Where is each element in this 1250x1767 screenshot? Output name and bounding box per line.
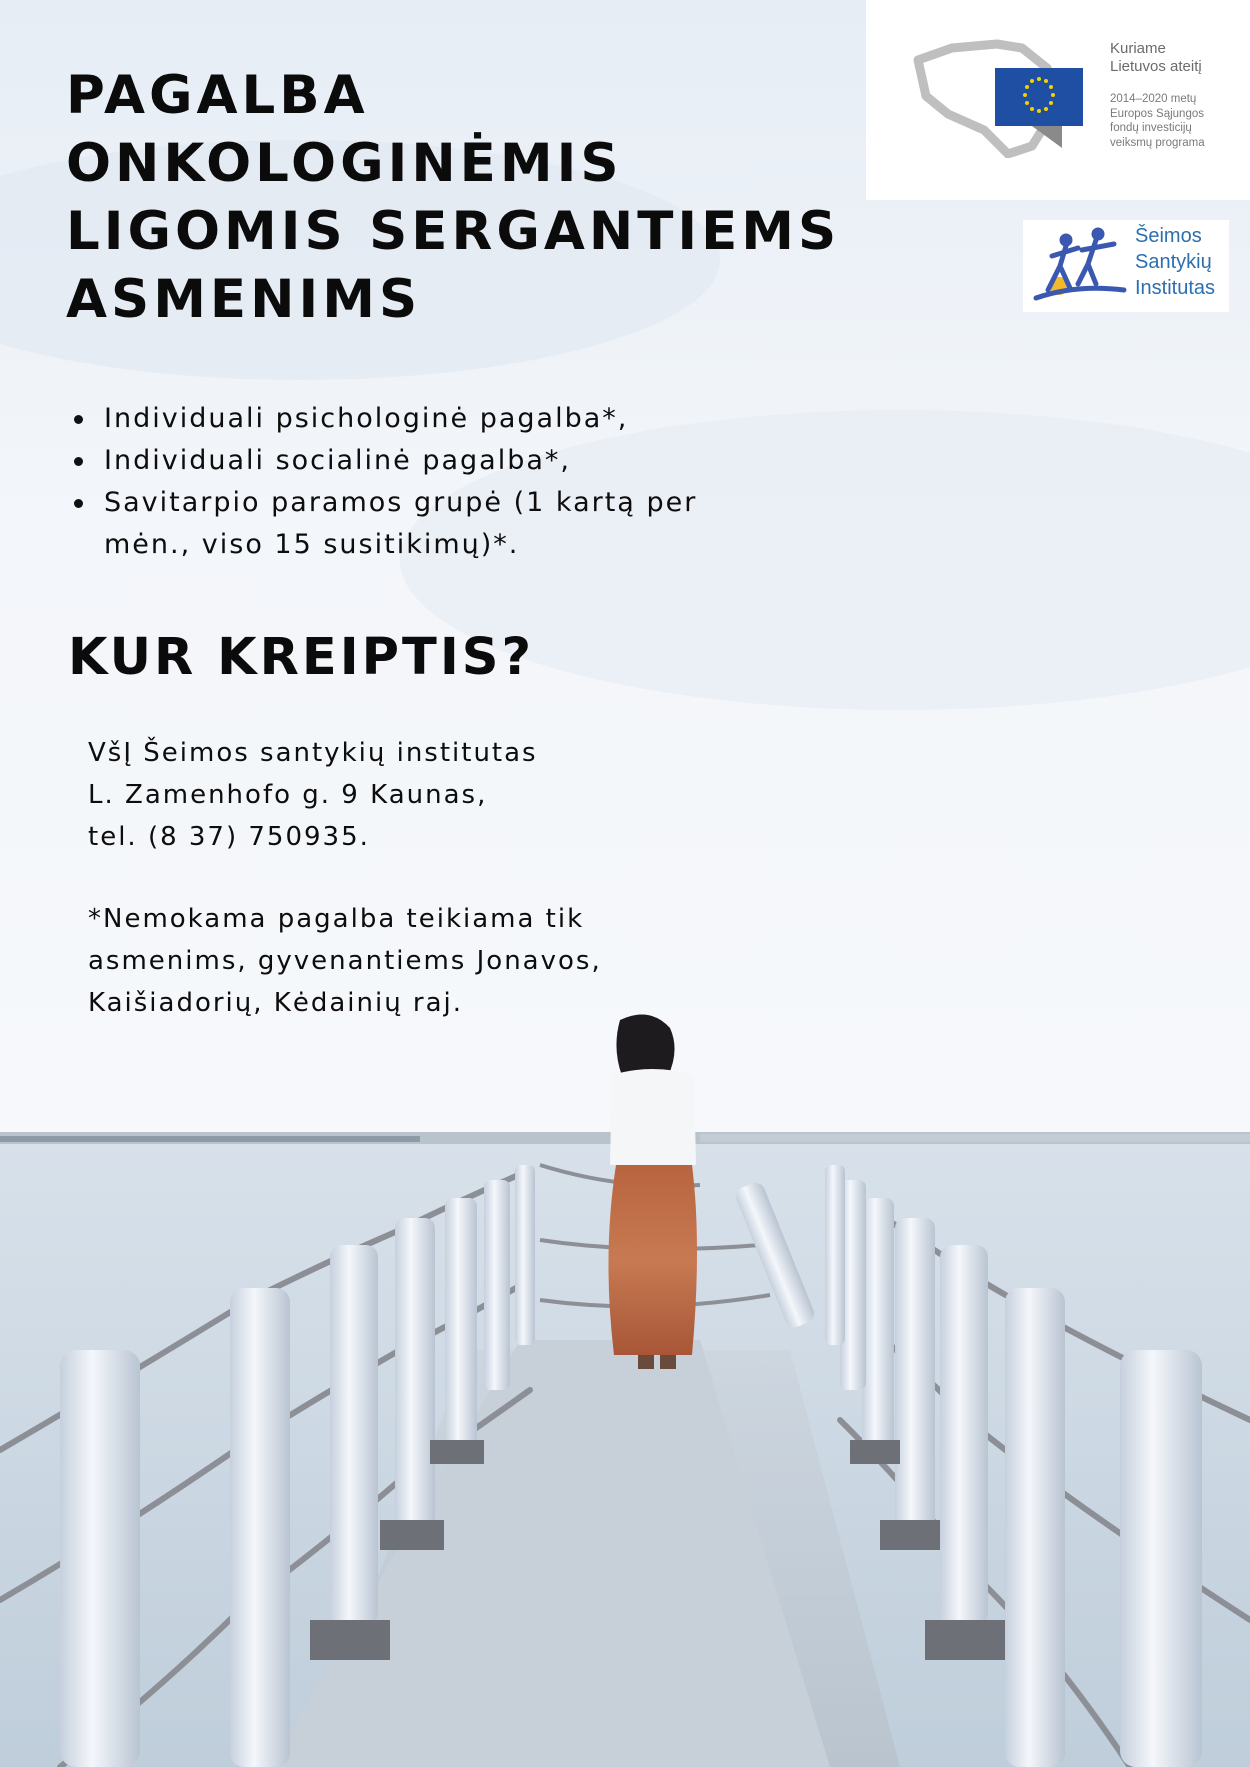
note-line: Kaišiadorių, Kėdainių raj.: [88, 988, 464, 1018]
institute-name: [1135, 223, 1215, 301]
contact-line: VšĮ Šeimos santykių institutas: [88, 738, 538, 768]
services-list: [70, 398, 790, 566]
eu-slogan-line: Lietuvos ateitį: [1110, 58, 1202, 75]
service-item: Individuali socialinė pagalba*,: [70, 440, 790, 482]
where-to-apply-heading: KUR KREIPTIS?: [68, 628, 535, 687]
service-item: Savitarpio paramos grupė (1 kartą per mėn., viso 15 susitikimų)*.: [70, 482, 790, 566]
title-line: PAGALBA: [66, 65, 369, 126]
institute-name-line: Šeimos: [1135, 225, 1202, 247]
title-line: LIGOMIS SERGANTIEMS: [66, 201, 841, 262]
contact-line: L. Zamenhofo g. 9 Kaunas,: [88, 780, 488, 810]
service-item: Individuali psichologinė pagalba*,: [70, 398, 790, 440]
eu-program-text: [1110, 92, 1205, 150]
eu-slogan: [1110, 40, 1202, 76]
lithuania-map-eu-flag-icon: [912, 38, 1092, 158]
title-line: ASMENIMS: [66, 269, 422, 330]
eu-slogan-line: Kuriame: [1110, 40, 1166, 57]
contact-line: tel. (8 37) 750935.: [88, 822, 370, 852]
eu-program-line: veiksmų programa: [1110, 136, 1205, 149]
poster-title: [66, 62, 840, 334]
family-figures-icon: [1026, 224, 1130, 308]
institute-name-line: Santykių: [1135, 251, 1212, 273]
note-line: *Nemokama pagalba teikiama tik: [88, 904, 585, 934]
contact-address: [88, 732, 538, 858]
institute-name-line: Institutas: [1135, 277, 1216, 299]
note-line: asmenims, gyvenantiems Jonavos,: [88, 946, 602, 976]
eu-program-line: Europos Sąjungos: [1110, 107, 1204, 120]
eu-program-line: fondų investicijų: [1110, 122, 1192, 134]
eu-program-line: 2014–2020 metų: [1110, 93, 1197, 105]
title-line: ONKOLOGINĖMIS: [66, 133, 623, 194]
free-help-note: [88, 898, 602, 1024]
